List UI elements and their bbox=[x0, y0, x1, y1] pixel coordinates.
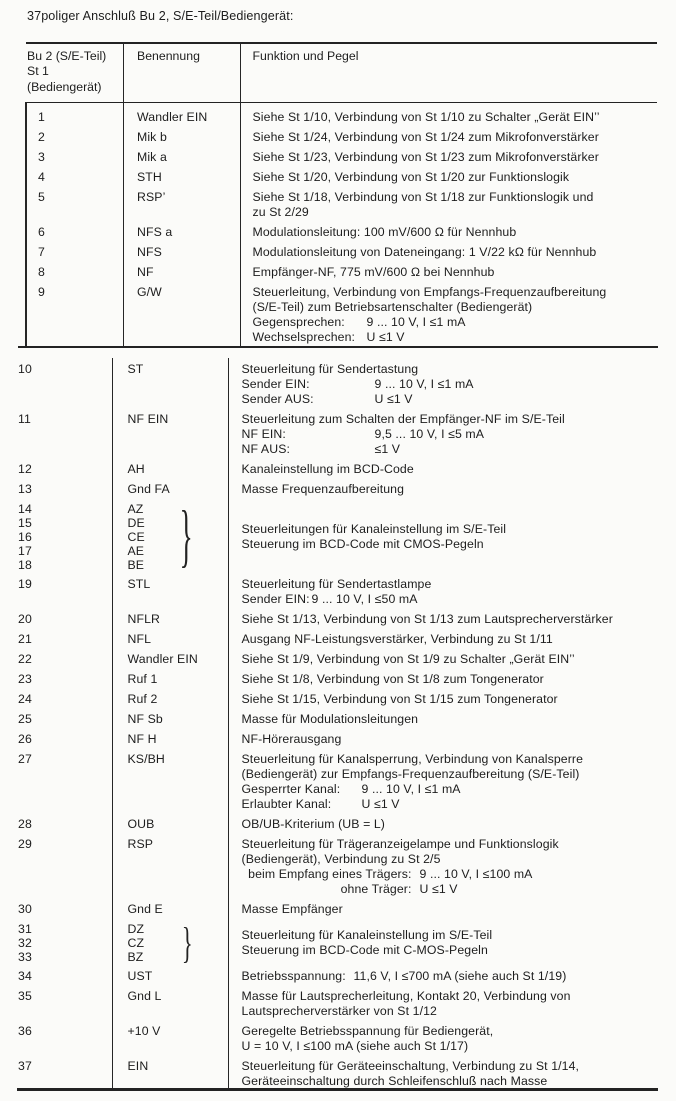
signal-name-cell bbox=[123, 265, 240, 280]
function-line bbox=[242, 969, 658, 984]
signal-name: +10 V bbox=[127, 1024, 161, 1038]
pin-number: 1 bbox=[38, 110, 45, 124]
function-line: Siehe St 1/9, Verbindung von St 1/9 zu Schalter „Gerät EIN’’ bbox=[241, 652, 575, 666]
pin-number-cell bbox=[25, 245, 123, 260]
pin-number: 26 bbox=[18, 732, 32, 746]
function-line: Steuerleitung für Kanalsperrung, Verbindung von Kanalsperre bbox=[241, 752, 584, 766]
function-line: Kanaleinstellung im BCD-Code bbox=[241, 462, 414, 476]
function-line: Masse für Modulationsleitungen bbox=[241, 712, 419, 726]
condition-value: 11,6 V, I ≤700 mA (siehe auch St 1/19) bbox=[353, 969, 567, 983]
function-cell bbox=[228, 902, 657, 917]
pin-number: 17 bbox=[18, 544, 32, 558]
pin-number-cell bbox=[25, 190, 123, 220]
pin-number-cell bbox=[17, 712, 112, 727]
signal-name: NFL bbox=[127, 632, 152, 646]
signal-name-cell bbox=[112, 969, 228, 984]
signal-name-cell bbox=[112, 482, 228, 497]
pin-number: 27 bbox=[18, 752, 32, 766]
function-cell bbox=[228, 612, 657, 627]
function-line: Siehe St 1/20, Verbindung von St 1/20 zur Funktionslogik bbox=[252, 170, 570, 184]
signal-name: G/W bbox=[137, 285, 162, 299]
function-line: NF-Hörerausgang bbox=[241, 732, 342, 746]
pin-number: 22 bbox=[18, 652, 32, 666]
function-line: Siehe St 1/23, Verbindung von St 1/23 zum Mikrofonverstärker bbox=[252, 150, 599, 164]
signal-name-cell bbox=[112, 712, 228, 727]
pin-number-cell bbox=[17, 482, 112, 497]
pin-number: 10 bbox=[18, 362, 32, 376]
function-cell bbox=[228, 969, 657, 984]
function-cell bbox=[228, 752, 657, 812]
function-line: Siehe St 1/15, Verbindung von St 1/15 zum Tongenerator bbox=[241, 692, 558, 706]
column-separator-2 bbox=[228, 358, 230, 1088]
pin-number-cell bbox=[25, 130, 123, 145]
pin-number: 2 bbox=[38, 130, 45, 144]
signal-name-cell bbox=[112, 817, 228, 832]
pin-number-cell bbox=[17, 732, 112, 747]
function-cell bbox=[240, 285, 658, 345]
function-cell bbox=[228, 732, 657, 747]
pin-number: 28 bbox=[18, 817, 32, 831]
pin-number-cell bbox=[25, 265, 123, 280]
header-col-pin: Bu 2 (S/E-Teil) St 1 (Bediengerät) bbox=[27, 49, 107, 94]
pin-number: 23 bbox=[18, 672, 32, 686]
condition-value: ≤1 V bbox=[374, 442, 401, 456]
function-line: Siehe St 1/18, Verbindung von St 1/18 zur Funktionslogik und bbox=[252, 190, 594, 204]
table-part1-bottom-rule bbox=[18, 346, 658, 349]
signal-name: CE bbox=[127, 530, 145, 544]
signal-name: DE bbox=[127, 516, 145, 530]
pin-number-cell bbox=[17, 612, 112, 627]
function-line: Siehe St 1/13, Verbindung von St 1/13 zum Lautsprecherverstärker bbox=[241, 612, 613, 626]
pin-number: 20 bbox=[18, 612, 32, 626]
condition-value: 9 ... 10 V, I ≤100 mA bbox=[419, 867, 533, 881]
condition-value: 9,5 ... 10 V, I ≤5 mA bbox=[374, 427, 485, 441]
signal-name: NF EIN bbox=[127, 412, 169, 426]
group-brace: } bbox=[181, 919, 193, 967]
signal-name-cell bbox=[123, 285, 240, 345]
pin-number: 29 bbox=[18, 837, 32, 851]
header-separator-rule bbox=[26, 102, 657, 104]
pin-number: 30 bbox=[18, 902, 32, 916]
signal-name: DZ bbox=[127, 922, 145, 936]
pin-number: 15 bbox=[18, 516, 32, 530]
pin-number: 34 bbox=[18, 969, 32, 983]
signal-name-cell bbox=[112, 1024, 228, 1054]
signal-name-cell bbox=[123, 245, 240, 260]
function-line: Siehe St 1/24, Verbindung von St 1/24 zum Mikrofonverstärker bbox=[252, 130, 599, 144]
signal-name-cell bbox=[112, 837, 228, 897]
function-line bbox=[242, 797, 658, 812]
pin-number: 9 bbox=[38, 285, 45, 299]
connector-table-part2 bbox=[0, 358, 676, 1092]
signal-name-cell bbox=[112, 412, 228, 457]
function-line bbox=[253, 315, 658, 330]
function-line: Steuerleitungen für Kanaleinstellung im S/E-Teil bbox=[241, 522, 507, 536]
condition-label: Sender AUS: bbox=[241, 392, 314, 406]
pin-number: 32 bbox=[18, 936, 32, 950]
pin-number-cell bbox=[25, 170, 123, 185]
signal-name-cell bbox=[112, 989, 228, 1019]
signal-name: NF Sb bbox=[127, 712, 163, 726]
function-line bbox=[242, 377, 658, 392]
function-cell bbox=[240, 245, 658, 260]
signal-name: CZ bbox=[127, 936, 145, 950]
function-cell bbox=[240, 130, 658, 145]
function-line: Steuerung im BCD-Code mit C-MOS-Pegeln bbox=[241, 943, 488, 957]
function-cell bbox=[228, 922, 657, 964]
table-row-pin-5 bbox=[25, 190, 657, 220]
pin-number-cell bbox=[25, 110, 123, 125]
signal-name: NF H bbox=[127, 732, 157, 746]
condition-value: U ≤1 V bbox=[374, 392, 413, 406]
function-line bbox=[253, 330, 658, 345]
function-line: Steuerleitung für Kanaleinstellung im S/E-Teil bbox=[241, 928, 493, 942]
table-row-pin-1 bbox=[25, 110, 657, 125]
table-row-pin-7 bbox=[25, 245, 657, 260]
pin-number: 3 bbox=[38, 150, 45, 164]
signal-name: Mik b bbox=[137, 130, 167, 144]
function-line: Masse für Lautsprecherleitung, Kontakt 20, Verbindung von bbox=[241, 989, 571, 1003]
table-row-pin-3 bbox=[25, 150, 657, 165]
function-line bbox=[242, 442, 658, 457]
function-line bbox=[242, 392, 658, 407]
function-cell bbox=[240, 150, 658, 165]
table-row-pin-2 bbox=[25, 130, 657, 145]
signal-name-cell bbox=[112, 732, 228, 747]
signal-name-cell bbox=[123, 110, 240, 125]
table-header-row bbox=[25, 49, 657, 95]
function-line: Lautsprecherverstärker von St 1/12 bbox=[241, 1004, 437, 1018]
function-cell bbox=[228, 577, 657, 607]
function-line: U = 10 V, I ≤100 mA (siehe auch St 1/17) bbox=[241, 1039, 469, 1053]
pin-number-cell bbox=[17, 692, 112, 707]
function-line: Steuerleitung für Sendertastlampe bbox=[241, 577, 432, 591]
function-cell bbox=[228, 362, 657, 407]
signal-name-cell bbox=[123, 225, 240, 240]
condition-label: NF EIN: bbox=[241, 427, 286, 441]
signal-name: KS/BH bbox=[127, 752, 165, 766]
function-line: Steuerleitung für Trägeranzeigelampe und Funktionslogik bbox=[241, 837, 559, 851]
pin-number: 36 bbox=[18, 1024, 32, 1038]
table-body-part1 bbox=[25, 106, 657, 345]
function-line: Ausgang NF-Leistungsverstärker, Verbindung zu St 1/11 bbox=[241, 632, 553, 646]
pin-number-cell bbox=[17, 1059, 112, 1089]
signal-name: Wandler EIN bbox=[137, 110, 208, 124]
pin-number: 12 bbox=[18, 462, 32, 476]
pin-number-cell bbox=[25, 225, 123, 240]
signal-name-cell bbox=[112, 612, 228, 627]
condition-value: 9 ... 10 V, I ≤1 mA bbox=[361, 782, 461, 796]
signal-name-cell bbox=[112, 577, 228, 607]
signal-name: AZ bbox=[127, 502, 144, 516]
pin-number: 18 bbox=[18, 558, 32, 572]
signal-name-cell bbox=[112, 919, 228, 967]
pin-number: 11 bbox=[18, 412, 31, 426]
function-cell bbox=[228, 692, 657, 707]
pin-number: 6 bbox=[38, 225, 45, 239]
signal-name-cell bbox=[123, 150, 240, 165]
function-line bbox=[242, 427, 658, 442]
signal-name-cell bbox=[112, 462, 228, 477]
pin-number-cell bbox=[17, 412, 112, 457]
pin-number: 35 bbox=[18, 989, 32, 1003]
function-line: Masse Frequenzaufbereitung bbox=[241, 482, 405, 496]
pin-number-cell bbox=[25, 285, 123, 345]
signal-name-cell bbox=[112, 499, 228, 575]
function-line bbox=[242, 782, 658, 797]
column-separator-1 bbox=[123, 42, 125, 346]
table-row-pin-9 bbox=[25, 285, 657, 345]
function-line: OB/UB-Kriterium (UB = L) bbox=[241, 817, 385, 831]
signal-name-cell bbox=[112, 1059, 228, 1089]
function-line: (Bediengerät), Verbindung zu St 2/5 bbox=[241, 852, 441, 866]
signal-name: NF bbox=[137, 265, 154, 279]
signal-name: Gnd E bbox=[127, 902, 163, 916]
connector-table-part1 bbox=[0, 42, 676, 348]
condition-value: 9 ... 10 V, I ≤1 mA bbox=[366, 315, 466, 329]
function-cell bbox=[240, 190, 658, 220]
pin-number-cell bbox=[17, 752, 112, 812]
pin-number-cell bbox=[17, 1024, 112, 1054]
signal-name: RSP bbox=[127, 837, 154, 851]
condition-label: Gegensprechen: bbox=[252, 315, 345, 329]
function-cell bbox=[228, 1024, 657, 1054]
pin-number: 24 bbox=[18, 692, 32, 706]
pin-number-cell bbox=[17, 672, 112, 687]
pin-number: 19 bbox=[18, 577, 32, 591]
pin-number: 16 bbox=[18, 530, 32, 544]
pin-number-cell bbox=[17, 989, 112, 1019]
signal-name-cell bbox=[112, 692, 228, 707]
pin-number: 4 bbox=[38, 170, 45, 184]
function-cell bbox=[228, 412, 657, 457]
function-line bbox=[242, 867, 658, 882]
pin-number-cell bbox=[17, 922, 112, 964]
condition-label: Betriebsspannung: bbox=[241, 969, 346, 983]
condition-label: Erlaubter Kanal: bbox=[241, 797, 332, 811]
function-line: Masse Empfänger bbox=[241, 902, 343, 916]
signal-name: Ruf 2 bbox=[127, 692, 158, 706]
signal-name: NFLR bbox=[127, 612, 161, 626]
function-cell bbox=[240, 110, 658, 125]
function-line: Siehe St 1/8, Verbindung von St 1/8 zum Tongenerator bbox=[241, 672, 544, 686]
function-line bbox=[242, 592, 658, 607]
signal-name: Gnd FA bbox=[127, 482, 170, 496]
function-line: Geregelte Betriebsspannung für Bediengerät, bbox=[241, 1024, 494, 1038]
signal-name-cell bbox=[123, 170, 240, 185]
function-line: Modulationsleitung: 100 mV/600 Ω für Nennhub bbox=[252, 225, 517, 239]
signal-name-cell bbox=[112, 362, 228, 407]
function-line: Geräteeinschaltung durch Schleifenschluß nach Masse bbox=[241, 1074, 548, 1088]
pin-number: 25 bbox=[18, 712, 32, 726]
header-col-name: Benennung bbox=[137, 49, 200, 63]
signal-name: Mik a bbox=[137, 150, 167, 164]
pin-number-cell bbox=[17, 652, 112, 667]
pin-number-cell bbox=[17, 632, 112, 647]
function-cell bbox=[228, 462, 657, 477]
pin-number-cell bbox=[17, 969, 112, 984]
function-cell bbox=[228, 837, 657, 897]
pin-number: 8 bbox=[38, 265, 45, 279]
signal-name: UST bbox=[127, 969, 153, 983]
signal-name: STH bbox=[137, 170, 162, 184]
pin-number: 14 bbox=[18, 502, 32, 516]
signal-name: Wandler EIN bbox=[127, 652, 198, 666]
function-line: (S/E-Teil) zum Betriebsartenschalter (Bediengerät) bbox=[252, 300, 533, 314]
function-line: Steuerleitung zum Schalten der Empfänger-NF im S/E-Teil bbox=[241, 412, 565, 426]
condition-value: U ≤1 V bbox=[419, 882, 458, 896]
signal-name-cell bbox=[123, 190, 240, 220]
signal-name-cell bbox=[112, 672, 228, 687]
signal-name: ST bbox=[127, 362, 144, 376]
function-line: Modulationsleitung von Dateneingang: 1 V/22 kΩ für Nennhub bbox=[252, 245, 597, 259]
signal-name-cell bbox=[112, 902, 228, 917]
signal-name: AE bbox=[127, 544, 145, 558]
column-separator-1 bbox=[112, 358, 114, 1088]
pin-number-cell bbox=[17, 462, 112, 477]
pin-number-cell bbox=[17, 502, 112, 572]
function-line: (Bediengerät) zur Empfangs-Frequenzaufbereitung (S/E-Teil) bbox=[241, 767, 580, 781]
function-line bbox=[242, 882, 658, 897]
pin-number-cell bbox=[17, 817, 112, 832]
signal-name: BZ bbox=[127, 950, 144, 964]
column-separator-2 bbox=[240, 42, 242, 346]
signal-name-cell bbox=[112, 632, 228, 647]
pin-number: 31 bbox=[18, 922, 32, 936]
condition-label: Gesperrter Kanal: bbox=[241, 782, 341, 796]
signal-name-cell bbox=[123, 130, 240, 145]
page-title: 37poliger Anschluß Bu 2, S/E-Teil/Bediengerät: bbox=[27, 9, 294, 23]
signal-name: BE bbox=[127, 558, 145, 572]
signal-name: NFS a bbox=[137, 225, 173, 239]
table-top-rule bbox=[26, 42, 657, 44]
signal-name: Ruf 1 bbox=[127, 672, 158, 686]
pin-number-cell bbox=[25, 150, 123, 165]
table-row-pin-6 bbox=[25, 225, 657, 240]
pin-number: 5 bbox=[38, 190, 45, 204]
condition-value: 9 ... 10 V, I ≤1 mA bbox=[374, 377, 474, 391]
function-line: Siehe St 1/10, Verbindung von St 1/10 zu Schalter „Gerät EIN’’ bbox=[252, 110, 600, 124]
pin-number-cell bbox=[17, 577, 112, 607]
table-left-border bbox=[25, 102, 27, 346]
signal-name: STL bbox=[127, 577, 151, 591]
table-part2-bottom-rule bbox=[17, 1088, 658, 1091]
signal-name: NFS bbox=[137, 245, 162, 259]
function-cell bbox=[228, 989, 657, 1019]
signal-name-cell bbox=[112, 752, 228, 812]
pin-number: 37 bbox=[18, 1059, 32, 1073]
pin-number-cell bbox=[17, 362, 112, 407]
condition-value: 9 ... 10 V, I ≤50 mA bbox=[311, 592, 418, 606]
function-cell bbox=[228, 502, 657, 572]
function-line: Steuerleitung für Geräteeinschaltung, Verbindung zu St 1/14, bbox=[241, 1059, 580, 1073]
condition-value: U ≤1 V bbox=[361, 797, 400, 811]
signal-name-cell bbox=[112, 652, 228, 667]
group-brace: } bbox=[179, 499, 193, 575]
function-line: Steuerung im BCD-Code mit CMOS-Pegeln bbox=[241, 537, 484, 551]
table-row-pin-4 bbox=[25, 170, 657, 185]
function-cell bbox=[228, 817, 657, 832]
condition-label: NF AUS: bbox=[241, 442, 291, 456]
pin-number: 7 bbox=[38, 245, 45, 259]
pin-number: 13 bbox=[18, 482, 32, 496]
pin-number-cell bbox=[17, 902, 112, 917]
function-cell bbox=[228, 672, 657, 687]
function-cell bbox=[228, 1059, 657, 1089]
function-cell bbox=[228, 632, 657, 647]
function-line: zu St 2/29 bbox=[252, 205, 309, 219]
function-cell bbox=[228, 712, 657, 727]
header-col-function: Funktion und Pegel bbox=[252, 49, 359, 63]
signal-name: AH bbox=[127, 462, 145, 476]
function-line: Steuerleitung, Verbindung von Empfangs-Frequenzaufbereitung bbox=[252, 285, 607, 299]
pin-number-cell bbox=[17, 837, 112, 897]
function-line: Empfänger-NF, 775 mV/600 Ω bei Nennhub bbox=[252, 265, 495, 279]
condition-label: Sender EIN: bbox=[241, 592, 310, 606]
signal-name: OUB bbox=[127, 817, 155, 831]
function-cell bbox=[240, 225, 658, 240]
function-cell bbox=[240, 265, 658, 280]
function-cell bbox=[228, 652, 657, 667]
condition-label: ohne Träger: bbox=[340, 882, 412, 896]
function-cell bbox=[240, 170, 658, 185]
pin-number: 21 bbox=[18, 632, 32, 646]
function-line: Steuerleitung für Sendertastung bbox=[241, 362, 419, 376]
signal-name: RSP’ bbox=[137, 190, 166, 204]
condition-label: Wechselsprechen: bbox=[252, 330, 356, 344]
pin-number: 33 bbox=[18, 950, 32, 964]
condition-label: beim Empfang eines Trägers: bbox=[248, 867, 412, 881]
signal-name: Gnd L bbox=[127, 989, 162, 1003]
function-cell bbox=[228, 482, 657, 497]
signal-name: EIN bbox=[127, 1059, 149, 1073]
condition-value: U ≤1 V bbox=[366, 330, 405, 344]
table-row-pin-8 bbox=[25, 265, 657, 280]
condition-label: Sender EIN: bbox=[241, 377, 310, 391]
